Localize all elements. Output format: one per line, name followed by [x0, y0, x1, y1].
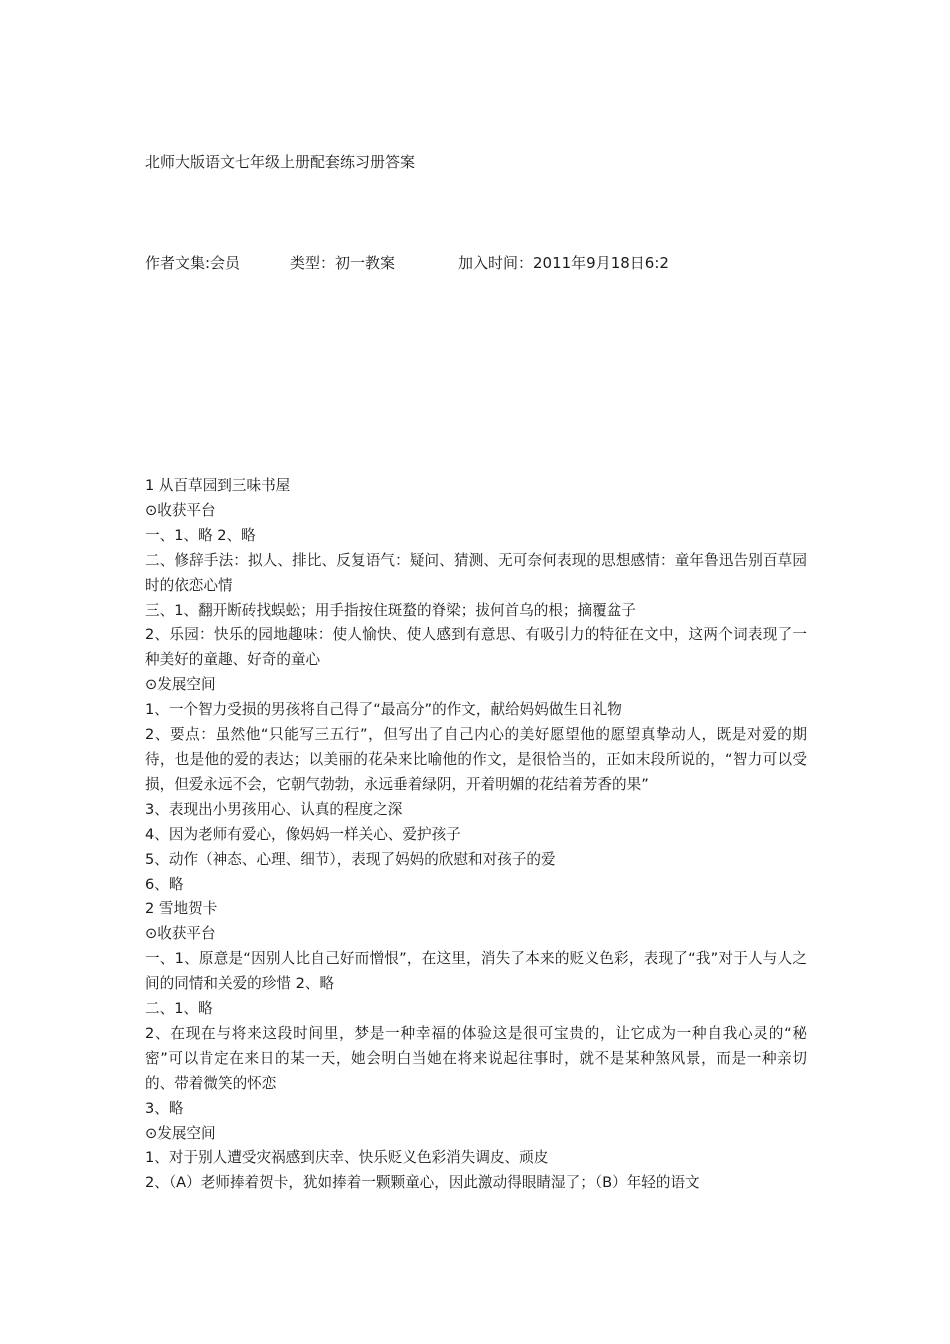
paragraph: ⊙收获平台 — [145, 925, 216, 943]
meta-type: 类型：初一教案 — [290, 254, 396, 272]
paragraph: 5、动作（神态、心理、细节），表现了妈妈的欣慰和对孩子的爱 — [145, 850, 556, 868]
paragraph: 一、1、原意是“因别人比自己好而憎恨”，在这里，消失了本来的贬义色彩，表现了“我”对于人与人之间的同情和关爱的珍惜 2、略 — [145, 950, 807, 993]
paragraph: 一、1、略 2、略 — [145, 526, 256, 544]
paragraph: 1 从百草园到三味书屋 — [145, 477, 291, 494]
paragraph: ⊙收获平台 — [145, 501, 216, 519]
meta-added-time: 加入时间：2011年9月18日6:2 — [458, 254, 669, 272]
paragraph: ⊙发展空间 — [145, 1124, 216, 1142]
paragraph: 2、（A）老师捧着贺卡，犹如捧着一颗颗童心，因此激动得眼睛湿了；（B）年轻的语文 — [145, 1174, 700, 1192]
paragraph: ⊙发展空间 — [145, 676, 216, 694]
paragraph: 1、一个智力受损的男孩将自己得了“最高分”的作文，献给妈妈做生日礼物 — [145, 701, 622, 719]
paragraph: 2、要点：虽然他“只能写三五行”，但写出了自己内心的美好愿望他的愿望真挚动人，既是对爱的期待，也是他的爱的表达；以美丽的花朵来比喻他的作文，是很恰当的，正如末段所说的，“智力可以受损，但爱永远不会，它朝气勃勃，永远垂着绿阴，开着明媚的花结着芳香的果” — [145, 726, 807, 793]
paragraph: 二、1、略 — [145, 1000, 213, 1018]
paragraph: 2、乐园：快乐的园地趣味：使人愉快、使人感到有意思、有吸引力的特征在文中，这两个词表现了一种美好的童趣、好奇的童心 — [145, 626, 807, 669]
document-body — [145, 474, 807, 1196]
document-title: 北师大版语文七年级上册配套练习册答案 — [145, 153, 416, 171]
document-meta — [145, 252, 669, 274]
paragraph: 3、表现出小男孩用心、认真的程度之深 — [145, 800, 403, 818]
paragraph: 6、略 — [145, 875, 184, 893]
paragraph: 3、略 — [145, 1099, 184, 1117]
meta-author: 作者文集:会员 — [145, 254, 241, 272]
paragraph: 三、1、翻开断砖找蜈蚣；用手指按住斑蝥的脊梁；拔何首乌的根；摘覆盆子 — [145, 601, 636, 619]
paragraph: 2、在现在与将来这段时间里，梦是一种幸福的体验这是很可宝贵的，让它成为一种自我心灵的“秘密”可以肯定在来日的某一天，她会明白当她在将来说起往事时，就不是某种煞风景，而是一种亲切的、带着微笑的怀恋 — [145, 1024, 807, 1092]
paragraph: 2 雪地贺卡 — [145, 900, 218, 918]
paragraph: 1、对于别人遭受灾祸感到庆幸、快乐贬义色彩消失调皮、顽皮 — [145, 1149, 549, 1167]
paragraph: 二、修辞手法：拟人、排比、反复语气：疑问、猜测、无可奈何表现的思想感情：童年鲁迅告别百草园时的依恋心情 — [145, 551, 807, 594]
paragraph: 4、因为老师有爱心，像妈妈一样关心、爱护孩子 — [145, 825, 461, 843]
